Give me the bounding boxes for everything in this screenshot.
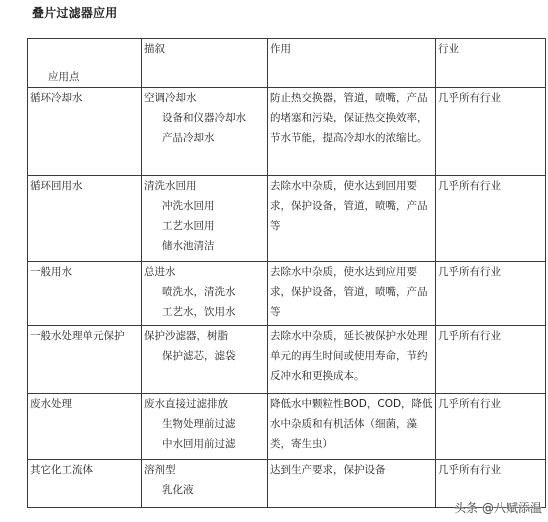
- desc-line: 储水池清洁: [162, 240, 215, 252]
- cell-desc: [142, 176, 268, 262]
- cell-point: 一般用水: [28, 262, 142, 326]
- desc-line: 工艺水，饮用水: [162, 306, 236, 318]
- cell-effect: 降低水中颗粒性BOD，COD，降低水中杂质和有机活体（细菌，藻类，寄生虫）: [268, 394, 436, 460]
- cell-industry: 几乎所有行业: [436, 262, 546, 326]
- application-table: [27, 38, 546, 508]
- header-point: 应用点: [28, 39, 142, 88]
- table-row: [28, 262, 546, 326]
- desc-line: 冲洗水回用: [162, 200, 215, 212]
- desc-line: 保护沙滤器，树脂: [144, 330, 228, 342]
- cell-desc: [142, 88, 268, 176]
- header-effect: 作用: [268, 39, 436, 88]
- cell-effect: 去除水中杂质，使水达到回用要求，保护设备，管道，喷嘴，产品等: [268, 176, 436, 262]
- desc-line: 生物处理前过滤: [162, 418, 236, 430]
- cell-point: 一般水处理单元保护: [28, 326, 142, 394]
- cell-point: 废水处理: [28, 394, 142, 460]
- desc-line: 乳化液: [162, 484, 194, 496]
- cell-desc: [142, 326, 268, 394]
- cell-effect: 防止热交换器，管道，喷嘴，产品的堵塞和污染，保证热交换效率，节水节能，提高冷却水的浓缩比。: [268, 88, 436, 176]
- cell-desc: [142, 460, 268, 508]
- cell-industry: 几乎所有行业: [436, 326, 546, 394]
- desc-line: 清洗水回用: [144, 180, 197, 192]
- table-row: [28, 326, 546, 394]
- header-industry: 行业: [436, 39, 546, 88]
- desc-line: 喷洗水，清洗水: [162, 286, 236, 298]
- header-desc: 描叙: [142, 39, 268, 88]
- desc-line: 溶剂型: [144, 464, 176, 476]
- cell-point: 循环冷却水: [28, 88, 142, 176]
- cell-effect: 去除水中杂质，延长被保护水处理单元的再生时间或使用寿命，节约反冲水和更换成本。: [268, 326, 436, 394]
- desc-line: 保护滤芯，滤袋: [162, 350, 236, 362]
- table-row: [28, 394, 546, 460]
- cell-desc: [142, 394, 268, 460]
- cell-desc: [142, 262, 268, 326]
- desc-line: 空调冷却水: [144, 92, 197, 104]
- desc-line: 设备和仪器冷却水: [162, 112, 246, 124]
- cell-industry: 几乎所有行业: [436, 88, 546, 176]
- cell-effect: 达到生产要求，保护设备: [268, 460, 436, 508]
- desc-line: 废水直接过滤排放: [144, 398, 228, 410]
- desc-line: 总进水: [144, 266, 176, 278]
- cell-effect: 去除水中杂质，使水达到应用要求，保护设备，管道，喷嘴，产品等: [268, 262, 436, 326]
- desc-line: 工艺水回用: [162, 220, 215, 232]
- cell-industry: 几乎所有行业: [436, 394, 546, 460]
- desc-line: 中水回用前过滤: [162, 438, 236, 450]
- cell-industry: 几乎所有行业: [436, 176, 546, 262]
- cell-industry: 几乎所有行业: [436, 460, 546, 508]
- watermark: 头条 @八赋添温: [454, 501, 542, 515]
- table-row: [28, 176, 546, 262]
- desc-line: 产品冷却水: [162, 132, 215, 144]
- table-row: [28, 88, 546, 176]
- page-title: 叠片过滤器应用: [32, 6, 118, 20]
- cell-point: 循环回用水: [28, 176, 142, 262]
- table-header-row: [28, 39, 546, 88]
- cell-point: 其它化工流体: [28, 460, 142, 508]
